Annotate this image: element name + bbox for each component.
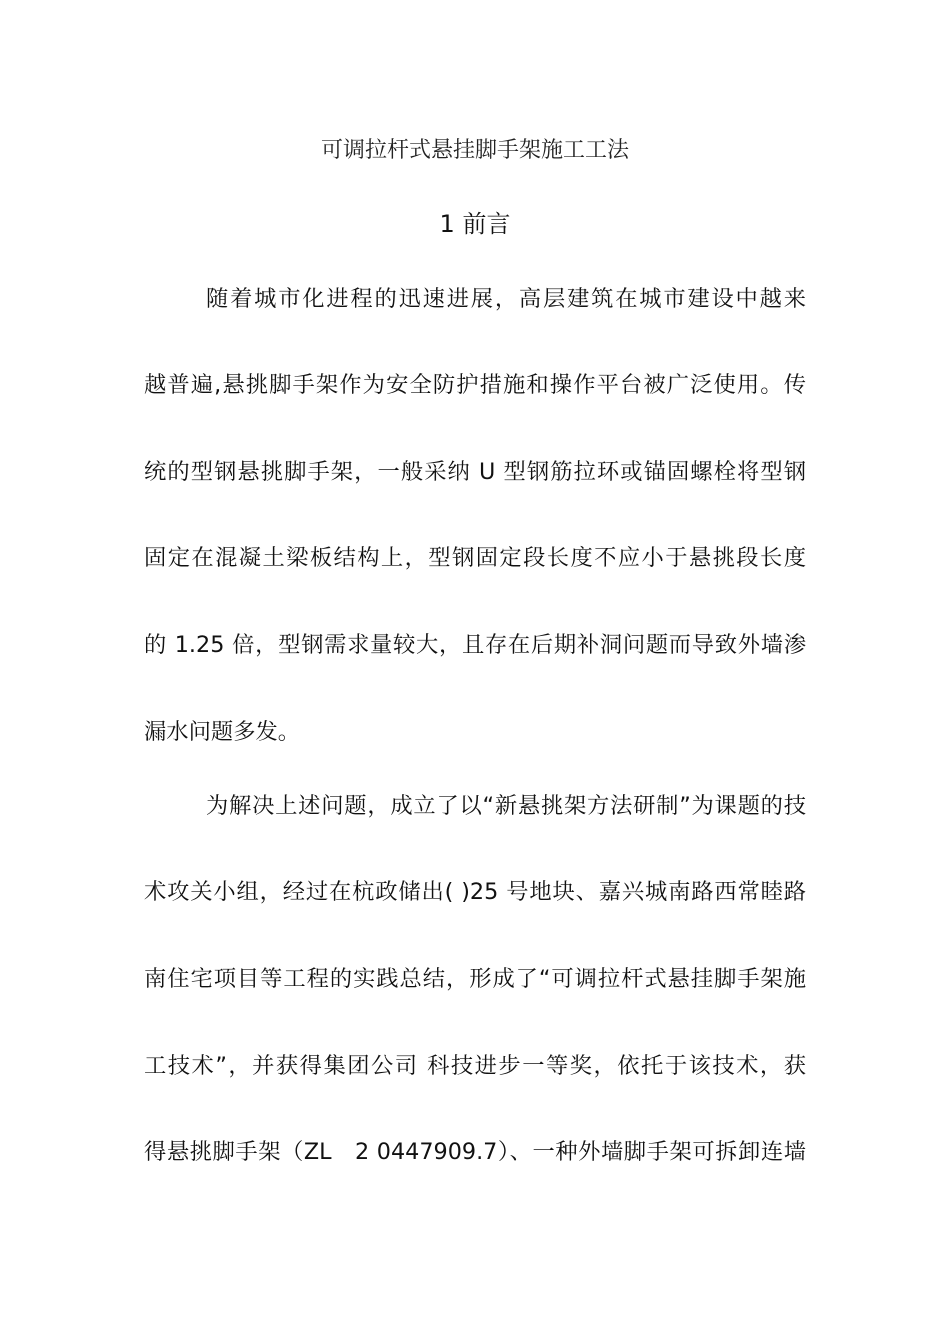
paragraph-line: 固定在混凝土梁板结构上，型钢固定段长度不应小于悬挑段长度 [144,545,806,571]
paragraph-line: 南住宅项目等工程的实践总结，形成了“可调拉杆式悬挂脚手架施 [144,966,806,992]
paragraph-line: 越普遍,悬挑脚手架作为安全防护措施和操作平台被广泛使用。传 [144,372,806,398]
paragraph-line: 得悬挑脚手架（ZL 2 0447909.7）、一种外墙脚手架可拆卸连墙 [144,1139,806,1165]
paragraph-line: 为解决上述问题，成立了以“新悬挑架方法研制”为课题的技 [206,793,806,819]
paragraph-line: 漏水问题多发。 [144,719,301,745]
section-heading: 1 前言 [439,210,511,238]
paragraph-line: 的 1.25 倍，型钢需求量较大，且存在后期补洞问题而导致外墙渗 [144,632,806,658]
paragraph-line: 随着城市化进程的迅速进展，高层建筑在城市建设中越来 [206,286,806,312]
paragraph-line: 统的型钢悬挑脚手架，一般采纳 U 型钢筋拉环或锚固螺栓将型钢 [144,459,806,485]
paragraph-line: 术攻关小组，经过在杭政储出( )25 号地块、嘉兴城南路西常睦路 [144,879,806,905]
document-title: 可调拉杆式悬挂脚手架施工工法 [320,138,629,163]
paragraph-line: 工技术”，并获得集团公司 科技进步一等奖，依托于该技术，获 [144,1053,806,1079]
